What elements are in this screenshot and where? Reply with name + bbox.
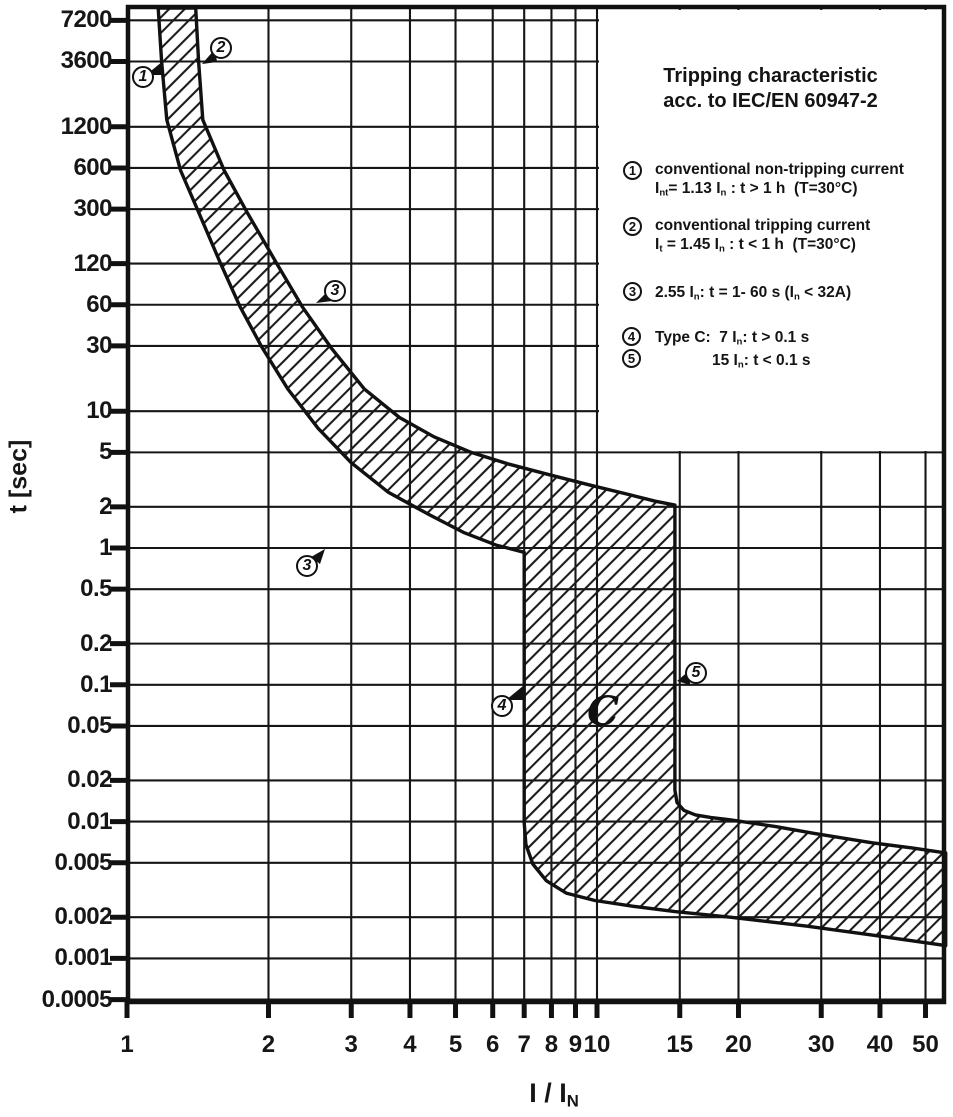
x-tick-label: 30 — [807, 1031, 835, 1058]
y-tick-label: 0.0005 — [41, 985, 112, 1013]
y-tick-label: 600 — [73, 153, 112, 181]
x-tick-label: 7 — [517, 1031, 531, 1058]
legend-title-line1: Tripping characteristic — [663, 65, 878, 87]
y-tick-label: 3600 — [60, 47, 112, 75]
y-tick-label: 0.01 — [67, 807, 112, 835]
x-tick-label: 15 — [666, 1031, 694, 1058]
chart-marker-4: 4 — [491, 695, 513, 717]
legend-item-4-number: 4 — [622, 327, 641, 346]
legend-item-2-line1: conventional tripping current — [655, 217, 871, 234]
x-tick-label: 50 — [912, 1031, 939, 1058]
x-tick-label: 40 — [866, 1031, 894, 1058]
y-tick-label: 7200 — [60, 6, 112, 34]
y-tick-label: 0.001 — [54, 944, 112, 972]
legend-item-1-line2: $I_{nt}= 1.13$ $I_n$ : t > 1 h (T=30°C) — [655, 180, 858, 199]
chart-marker-3: 3 — [324, 280, 346, 302]
y-tick-label: 0.002 — [54, 903, 112, 931]
y-axis-label: t [sec] — [4, 439, 33, 514]
x-tick-label: 1 — [120, 1031, 134, 1058]
y-tick-label: 300 — [73, 195, 112, 223]
x-axis-label: I / $I_N$ — [529, 1078, 579, 1111]
x-tick-label: 4 — [403, 1031, 417, 1058]
legend-item-1-line1: conventional non-tripping current — [655, 161, 904, 178]
y-tick-label: 1200 — [60, 112, 112, 140]
y-tick-label: 60 — [86, 290, 112, 318]
y-tick-label: 0.02 — [67, 766, 112, 794]
x-tick-label: 5 — [448, 1031, 463, 1058]
x-tick-label: 20 — [725, 1031, 752, 1058]
chart-marker-2: 2 — [210, 37, 232, 59]
y-tick-label: 1 — [99, 534, 112, 561]
legend-item-1-number: 1 — [623, 161, 642, 180]
legend-box — [597, 8, 944, 451]
legend-title-line2: acc. to IEC/EN 60947-2 — [663, 90, 878, 112]
legend-item-5-text: 15 $I_n$: t < 0.1 s — [712, 352, 811, 371]
legend-item-2-line2: $I_t = 1.45$ $I_n$ : t < 1 h (T=30°C) — [655, 236, 856, 255]
chart-marker-3: 3 — [296, 555, 318, 577]
curve-type-label: C — [587, 688, 619, 735]
x-tick-label: 8 — [544, 1031, 559, 1058]
y-tick-label: 0.2 — [80, 629, 112, 657]
chart-marker-1: 1 — [132, 66, 154, 88]
x-tick-label: 9 — [568, 1031, 583, 1058]
legend-item-3-number: 3 — [623, 282, 642, 301]
x-tick-label: 10 — [583, 1031, 611, 1058]
y-tick-label: 10 — [86, 397, 112, 425]
legend-item-4-text: Type C: 7 $I_n$: t > 0.1 s — [655, 329, 810, 348]
x-tick-label: 3 — [344, 1031, 358, 1058]
legend-item-2-number: 2 — [623, 217, 642, 236]
y-tick-label: 2 — [99, 492, 112, 520]
y-tick-label: 5 — [99, 438, 112, 466]
legend-item-3-text: 2.55 $I_n$: t = 1- 60 s $(I_n < 32A)$ — [655, 284, 852, 303]
legend-title — [597, 64, 944, 114]
y-tick-label: 0.05 — [67, 711, 112, 739]
y-tick-label: 120 — [73, 249, 112, 277]
y-tick-label: 0.005 — [54, 848, 112, 876]
x-tick-label: 6 — [486, 1031, 500, 1058]
legend-item-2-text — [655, 216, 870, 259]
legend-item-5-number: 5 — [622, 349, 641, 368]
chart-marker-5: 5 — [685, 662, 707, 684]
x-tick-label: 2 — [261, 1031, 276, 1058]
y-tick-label: 0.1 — [80, 670, 112, 698]
legend-item-1-text — [655, 160, 904, 203]
y-tick-label: 0.5 — [80, 575, 112, 603]
y-tick-label: 30 — [86, 331, 112, 359]
